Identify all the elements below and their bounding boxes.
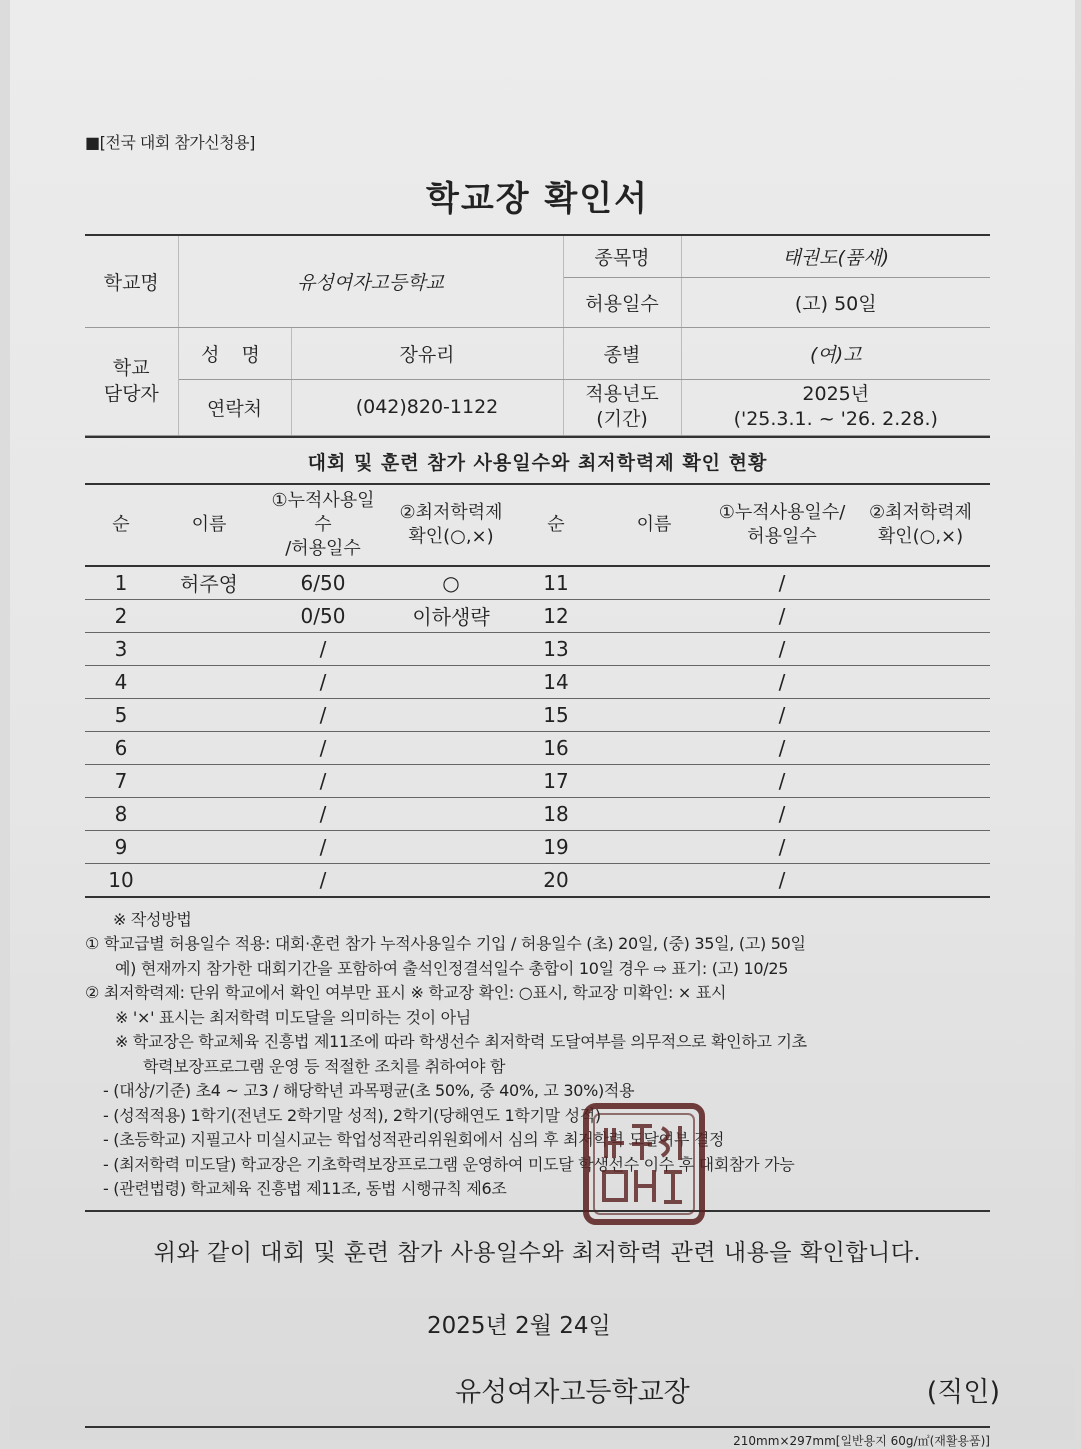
table-row [85, 764, 990, 797]
row-check-right [851, 599, 990, 632]
row-days-right: / [713, 797, 851, 830]
row-name-right [595, 764, 713, 797]
paper-spec: 210mm×297mm[일반용지 60g/㎡(재활용품)] [733, 1433, 990, 1448]
row-check: 이하생략 [385, 599, 517, 632]
row-number-right: 16 [517, 731, 595, 764]
col-check-line1: ②최저학력제 [399, 501, 503, 523]
row-days-right: / [713, 599, 851, 632]
note-item: 예) 현재까지 참가한 대회기간을 포함하여 출석인정결석일수 총합이 10일 경우 ⇨ 표기: (고) 10/25 [115, 958, 789, 978]
row-name-right [595, 731, 713, 764]
row-days: / [261, 665, 385, 698]
row-number: 3 [85, 632, 157, 665]
col-check-line2: 확인(○,×) [408, 525, 494, 547]
col-no-right: 순 [517, 485, 595, 566]
row-check-right [851, 698, 990, 731]
row-number: 4 [85, 665, 157, 698]
row-check [385, 731, 517, 764]
allowed-days-label: 허용일수 [563, 277, 681, 327]
note-item: - (대상/기준) 초4 ~ 고3 / 해당학년 과목평균(초 50%, 중 40%, 고 30%)적용 [103, 1081, 635, 1100]
contact-label: 연락처 [178, 379, 291, 435]
instructions-heading: ※ 작성방법 [113, 909, 192, 929]
row-days-right: / [713, 566, 851, 600]
row-name [157, 698, 261, 731]
document-title: 학교장 확인서 [426, 179, 649, 219]
manager-label [85, 327, 178, 435]
row-check [385, 797, 517, 830]
note-item: ② 최저학력제: 단위 학교에서 확인 여부만 표시 ※ 학교장 확인: ○표시, 학교장 미확인: × 표시 [85, 983, 727, 1002]
row-check-right [851, 863, 990, 897]
row-name-right [595, 599, 713, 632]
note-item: - (관련법령) 학교체육 진흥법 제11조, 동법 시행규칙 제6조 [103, 1179, 507, 1198]
row-name-right [595, 665, 713, 698]
row-check-right [851, 797, 990, 830]
row-name [157, 797, 261, 830]
row-number: 9 [85, 830, 157, 863]
name-label: 성 명 [178, 327, 291, 379]
note-item: - (최저학력 미도달) 학교장은 기초학력보장프로그램 운영하여 미도달 학생선수 이수 후 대회참가 가능 [103, 1154, 795, 1174]
year-label-line1: 적용년도 [585, 383, 659, 405]
issue-date: 2025년 2월 24일 [427, 1312, 611, 1339]
table-row [85, 698, 990, 731]
contact-value: (042)820-1122 [291, 379, 563, 435]
row-name-right [595, 698, 713, 731]
row-check-right [851, 632, 990, 665]
col-days-line1: ①누적사용일수 [271, 489, 375, 535]
row-name-right [595, 797, 713, 830]
row-days: / [261, 863, 385, 897]
col-check-right [851, 485, 990, 566]
row-days: / [261, 764, 385, 797]
row-number-right: 13 [517, 632, 595, 665]
period-text: ('25.3.1. ~ '26. 2.28.) [733, 408, 938, 430]
col-name: 이름 [157, 485, 261, 566]
row-check [385, 698, 517, 731]
row-name [157, 764, 261, 797]
row-number: 2 [85, 599, 157, 632]
instructions [85, 908, 990, 1202]
event-value: 태권도(품새) [681, 235, 990, 277]
row-name-right [595, 632, 713, 665]
row-check-right [851, 665, 990, 698]
row-check-right [851, 764, 990, 797]
col-check-right-line1: ②최저학력제 [868, 501, 973, 523]
school-name-value: 유성여자고등학교 [178, 235, 563, 327]
row-days: / [261, 731, 385, 764]
row-name: 허주영 [157, 566, 261, 600]
row-name [157, 599, 261, 632]
row-days: / [261, 632, 385, 665]
info-table [85, 234, 990, 436]
year-label-line2: (기간) [596, 408, 648, 430]
allowed-days-value: (고) 50일 [681, 277, 990, 327]
manager-label-line1: 학교 [112, 357, 150, 379]
col-days-right-line1: ①누적사용일수/ [718, 501, 846, 523]
row-name-right [595, 830, 713, 863]
row-number-right: 12 [517, 599, 595, 632]
row-check: ○ [385, 566, 517, 600]
col-check-right-line2: 확인(○,×) [877, 525, 964, 547]
row-number: 1 [85, 566, 157, 600]
note-item: ① 학교급별 허용일수 적용: 대회·훈련 참가 누적사용일수 기입 / 허용일수 (초) 20일, (중) 35일, (고) 50일 [85, 934, 806, 953]
col-days [261, 485, 385, 566]
row-check [385, 665, 517, 698]
principal-signature: 유성여자고등학교장 [455, 1376, 690, 1408]
note-item: ※ '×' 표시는 최저학력 미도달을 의미하는 것이 아님 [115, 1007, 471, 1027]
row-check-right [851, 731, 990, 764]
row-days: / [261, 698, 385, 731]
col-days-right [713, 485, 851, 566]
signature-row [85, 1360, 1000, 1420]
row-name-right [595, 863, 713, 897]
year-text: 2025년 [802, 383, 870, 405]
event-label: 종목명 [563, 235, 681, 277]
confirmation-document [85, 130, 1000, 1449]
usage-table [85, 485, 990, 898]
note-item: 학력보장프로그램 운영 등 적절한 조치를 취하여야 함 [143, 1056, 506, 1076]
row-days-right: / [713, 863, 851, 897]
gender-value: (여)고 [681, 327, 990, 379]
row-days: 6/50 [261, 566, 385, 600]
year-value [681, 379, 990, 435]
row-check [385, 764, 517, 797]
row-days-right: / [713, 830, 851, 863]
row-check [385, 632, 517, 665]
divider [85, 1426, 990, 1428]
table-row [85, 830, 990, 863]
manager-label-line2: 담당자 [103, 383, 159, 405]
table-row [85, 797, 990, 830]
row-check-right [851, 830, 990, 863]
row-days-right: / [713, 731, 851, 764]
col-check [385, 485, 517, 566]
year-label [563, 379, 681, 435]
gender-label: 종별 [563, 327, 681, 379]
official-seal-label: (직인) [926, 1376, 1000, 1408]
row-number: 8 [85, 797, 157, 830]
name-value: 장유리 [291, 327, 563, 379]
row-days-right: / [713, 665, 851, 698]
row-days-right: / [713, 698, 851, 731]
row-days-right: / [713, 764, 851, 797]
row-name [157, 830, 261, 863]
row-days: / [261, 830, 385, 863]
row-number-right: 17 [517, 764, 595, 797]
row-days-right: / [713, 632, 851, 665]
form-category: ■[전국 대회 참가신청용] [85, 133, 255, 152]
row-name [157, 863, 261, 897]
note-item: ※ 학교장은 학교체육 진흥법 제11조에 따라 학생선수 최저학력 도달여부를 의무적으로 확인하고 기초 [115, 1032, 807, 1051]
row-name [157, 731, 261, 764]
note-item: - (초등학교) 지필고사 미실시교는 학업성적관리위원회에서 심의 후 최저학력 도달여부 결정 [103, 1130, 725, 1149]
school-name-label: 학교명 [85, 235, 178, 327]
table-row [85, 863, 990, 897]
row-days: 0/50 [261, 599, 385, 632]
table-row [85, 566, 990, 600]
row-name [157, 632, 261, 665]
row-number: 6 [85, 731, 157, 764]
row-number-right: 14 [517, 665, 595, 698]
col-name-right: 이름 [595, 485, 713, 566]
row-number-right: 18 [517, 797, 595, 830]
row-number-right: 11 [517, 566, 595, 600]
row-number: 7 [85, 764, 157, 797]
row-number: 5 [85, 698, 157, 731]
col-days-line2: /허용일수 [285, 537, 361, 559]
note-item: - (성적적용) 1학기(전년도 2학기말 성적), 2학기(당해연도 1학기말 성적) [103, 1105, 601, 1125]
row-number: 10 [85, 863, 157, 897]
row-number-right: 20 [517, 863, 595, 897]
confirmation-statement: 위와 같이 대회 및 훈련 참가 사용일수와 최저학력 관련 내용을 확인합니다. [153, 1239, 922, 1266]
col-no: 순 [85, 485, 157, 566]
col-days-right-line2: 허용일수 [747, 525, 817, 547]
official-seal-stamp-icon [580, 1100, 708, 1228]
table-row [85, 632, 990, 665]
row-name [157, 665, 261, 698]
table-row [85, 599, 990, 632]
section-title: 대회 및 훈련 참가 사용일수와 최저학력제 확인 현황 [85, 436, 990, 485]
table-row [85, 731, 990, 764]
row-days: / [261, 797, 385, 830]
divider [85, 1210, 990, 1212]
row-check [385, 863, 517, 897]
row-number-right: 19 [517, 830, 595, 863]
row-check-right [851, 566, 990, 600]
row-name-right [595, 566, 713, 600]
table-row [85, 665, 990, 698]
row-check [385, 830, 517, 863]
row-number-right: 15 [517, 698, 595, 731]
